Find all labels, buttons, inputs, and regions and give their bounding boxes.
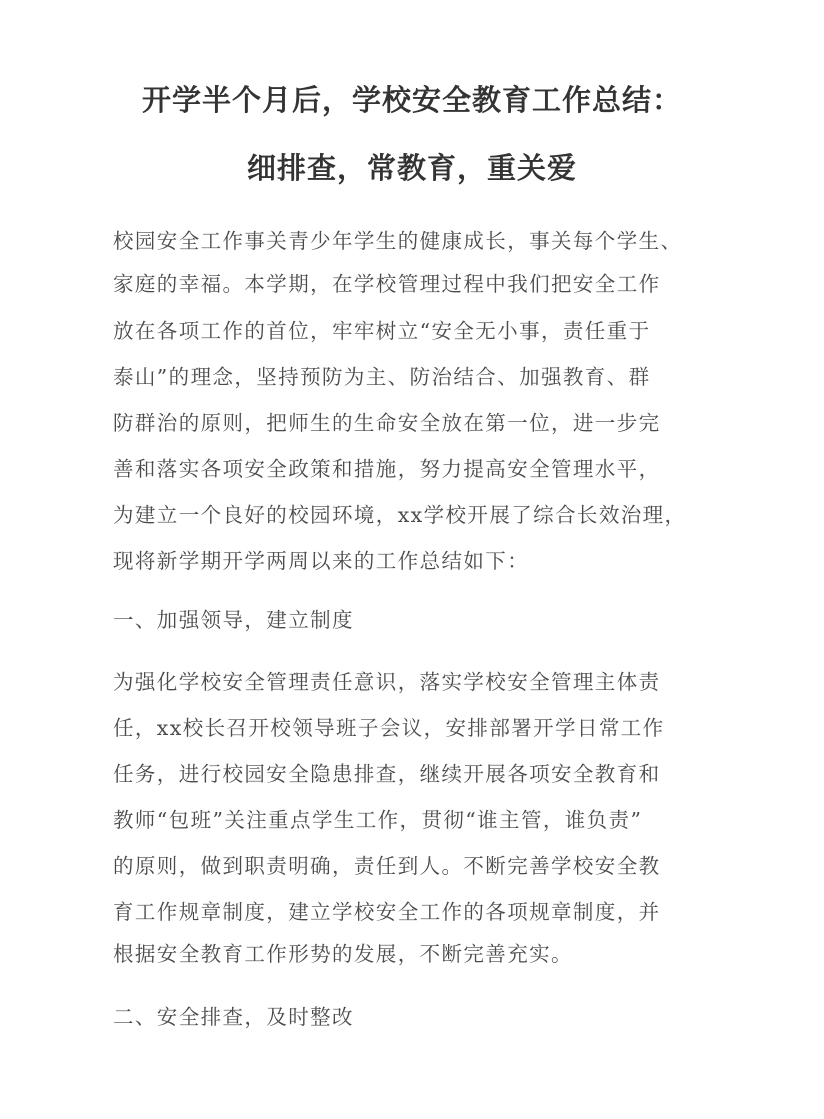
paragraph-1-line: 现将新学期开学两周以来的工作总结如下： — [113, 549, 530, 573]
paragraph-1-line: 家庭的幸福。本学期，在学校管理过程中我们把安全工作 — [113, 272, 661, 296]
paragraph-2-line: 根据安全教育工作形势的发展，不断完善充实。 — [113, 942, 573, 966]
paragraph-2-line: 的原则，做到职责明确，责任到人。不断完善学校安全教 — [113, 854, 661, 878]
paragraph-1-line: 放在各项工作的首位，牢牢树立“安全无小事，责任重于 — [113, 319, 651, 343]
section-heading-1: 一、加强领导，建立制度 — [113, 608, 354, 632]
section-heading-2: 二、安全排查，及时整改 — [113, 1005, 354, 1029]
paragraph-1-line: 防群治的原则，把师生的生命安全放在第一位，进一步完 — [113, 411, 661, 435]
paragraph-2-line: 教师“包班”关注重点学生工作，贯彻“谁主管，谁负责” — [113, 808, 643, 832]
paragraph-1-line: 校园安全工作事关青少年学生的健康成长，事关每个学生、 — [113, 229, 683, 253]
paragraph-1-line: 善和落实各项安全政策和措施，努力提高安全管理水平， — [113, 457, 661, 481]
paragraph-1-line: 为建立一个良好的校园环境，xx学校开展了综合长效治理， — [113, 503, 687, 527]
document-title-line-1: 开学半个月后，学校安全教育工作总结： — [141, 83, 682, 117]
paragraph-1-line: 泰山”的理念，坚持预防为主、防治结合、加强教育、群 — [113, 365, 651, 389]
document-title-line-2: 细排查，常教育，重关爱 — [246, 151, 577, 185]
paragraph-2-line: 育工作规章制度，建立学校安全工作的各项规章制度，并 — [113, 900, 661, 924]
paragraph-2-line: 任务，进行校园安全隐患排查，继续开展各项安全教育和 — [113, 762, 661, 786]
paragraph-2-line: 为强化学校安全管理责任意识，落实学校安全管理主体责 — [113, 670, 661, 694]
paragraph-2-line: 任，xx校长召开校领导班子会议，安排部署开学日常工作 — [113, 716, 665, 740]
